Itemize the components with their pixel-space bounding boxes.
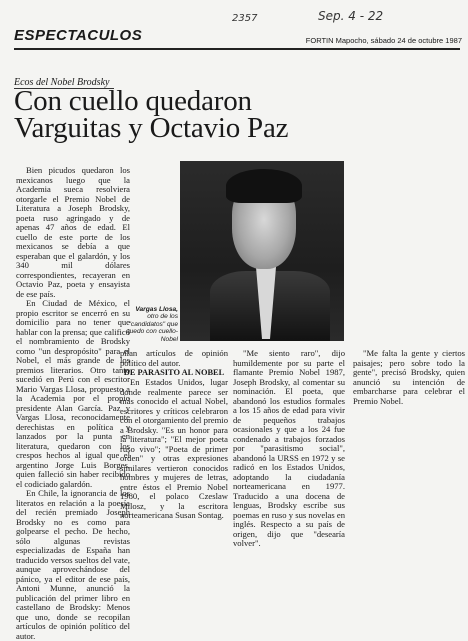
paragraph: En Chile, la ignorancia de los literatos en relación a la poesía del recién premiado Joseph Brodsky no es como para golpearse el pecho. De hecho, sólo algunas revistas especializadas de España han traducido versos sueltos del vate, aunque aprovechándose del pánico, ya el editor de ese país, Antoni Munne, anunció la publicación del primer libro en castellano de Brodsky: Menos que uno, donde se recopilan artículos de opinión político del autor. [16, 488, 130, 641]
paragraph: En Ciudad de México, el propio escritor se encerró en su domicilio para no tener que hablar con la prensa; que calificó el nombramiento de Brodsky como "un despropósito" para el Nobel, el más grande de los premios literarios. Otro tanto sucedió en Perú con el escritor Mario Vargas Llosa, propuesto a la Academia por el propio presidente Alan García. Paz y Vargas Llosa, reconocidamente derechistas en política y lanzados por la punta en literatura, quedaron con los crespos hechos al igual que el argentino Jorge Luis Borges, quien falleció sin haber recibido el codiciado galardón. [16, 298, 130, 489]
article-column-2 [120, 349, 228, 599]
dateline: FORTIN Mapocho, sábado 24 de octubre 1987 [305, 36, 462, 45]
subheading: DE PARASITO AL NOBEL [123, 368, 225, 377]
paragraph: En Estados Unidos, lugar donde realmente parece ser más conocido el actual Nobel, escritores y críticos celebraron con el otorgamiento del premio a Brodsky. "Es un honor para la literatura"; "El mejor poeta ruso vivo"; "Poeta de primer orden" y otras expresiones similares vertieron conocidos hombres y mujeres de letras, entre éstos el Premio Nobel 1980, el polaco Czeslaw Milosz, y la escritora norteamericana Susan Sontag. [120, 377, 228, 520]
handwritten-date: Sep. 4 - 22 [318, 9, 384, 23]
paragraph: "Me falta la gente y ciertos paisajes; pero sobre todo la gente", precisó Brodsky, quien anunció su intención de embarcharse para celebrar el Premio Nobel. [353, 348, 465, 406]
headline-line-1: Con cuello quedaron [14, 85, 252, 117]
article-column-1 [16, 165, 130, 641]
paragraph: pilan artículos de opinión político del autor. [120, 348, 228, 368]
header-rule [14, 48, 460, 50]
portrait-photo [180, 161, 344, 341]
section-title: ESPECTACULOS [14, 27, 143, 44]
headline-line-2: Varguitas y Octavio Paz [14, 112, 289, 144]
photo-caption [124, 306, 178, 343]
paragraph: Bien picudos quedaron los mexicanos luego que la Academia sueca resolviera otorgarle el Premio Nobel de Literatura a Joseph Brodsky, poeta ruso agringado y de apenas 47 años de edad. El cuello de este porte de los mexicanos se debía a que esperaban que el galardón, y los 340 mil dólares correspondientes, recayeran en Octavio Paz, poeta y ensayista de ese país. [16, 165, 130, 299]
caption-text: otro de los "candidatos" que quedo con cuello-Nobel [125, 313, 178, 343]
handwritten-number: 2357 [232, 13, 258, 24]
paragraph: "Me siento raro", dijo humildemente por su parte el flamante Premio Nobel 1987, Joseph Brodsky, al comentar su nominación. El poeta, que abandonó los estudios formales a los 15 años de edad para vivir de pequeños trabajos ocasionales y que a los 24 fue condenado a trabajos forzados por "parasitismo social", abandonó la URSS en 1972 y se radicó en los Estados Unidos, adoptando la ciudadanía norteamericana en 1977. Traducido a una docena de lenguas, Brodsky escribe sus poemas en ruso y sus novelas en inglés. Respecto a su país de origen, dijo que "desearía volver". [233, 348, 345, 548]
headline [14, 85, 464, 144]
kicker: Ecos del Nobel Brodsky [14, 77, 110, 88]
caption-name: Vargas Llosa, [135, 306, 178, 313]
article-column-4 [353, 349, 465, 599]
article-column-3 [233, 349, 345, 599]
